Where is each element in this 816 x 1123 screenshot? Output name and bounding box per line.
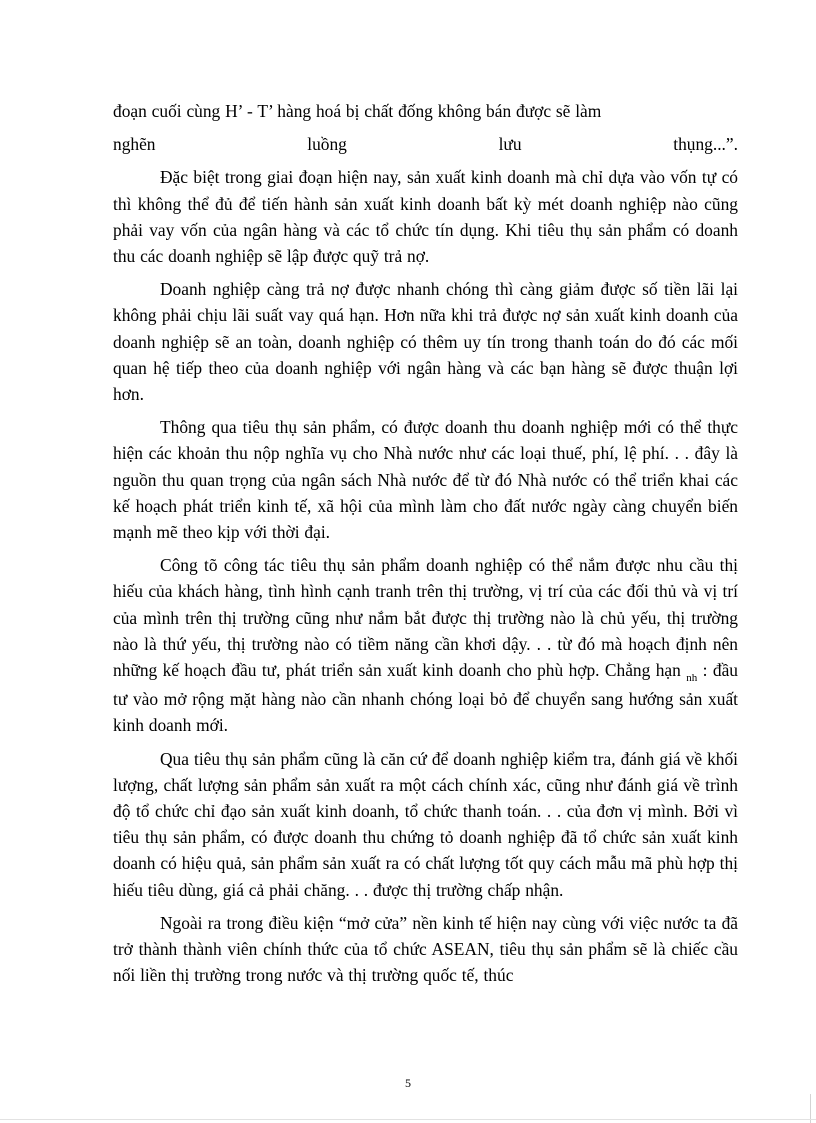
page-number: 5 (405, 1076, 411, 1090)
document-body (113, 98, 738, 996)
word: thụng...”. (673, 134, 738, 155)
page-bottom-divider (0, 1119, 816, 1120)
continuation-line-1: đoạn cuối cùng H’ - T’ hàng hoá bị chất đống không bán được sẽ làm (113, 101, 602, 121)
paragraph-market-demand: Công tõ công tác tiêu thụ sản phẩm doanh nghiệp có thể nắm được nhu cầu thị hiếu của khách hàng, tình hình cạnh tranh trên thị trường, vị trí của các đối thủ và vị trí của mình trên thị trường cũng như nắm bắt được thị trường nào là chủ yếu, thị trường nào là thứ yếu, thị trường nào có tiềm năng cần khơi dậy. . . từ đó mà hoạch định nên những kế hoạch đầu tư, phát triển sản xuất kinh doanh cho phù hợp. Chẳng hạn $_{nh}$ : đầu tư vào mở rộng mặt hàng nào cần nhanh chóng loại bỏ để chuyển sang hướng sản xuất kinh doanh mới. (113, 555, 738, 736)
paragraph-debt-repayment: Đặc biệt trong giai đoạn hiện nay, sản xuất kinh doanh mà chỉ dựa vào vốn tự có thì không thể đủ để tiến hành sản xuất kinh doanh bất kỳ mét doanh nghiệp nào cũng phải vay vốn của ngân hàng và các tổ chức tín dụng. Khi tiêu thụ sản phẩm có doanh thu các doanh nghiệp sẽ lập được quỹ trả nợ. (113, 167, 738, 267)
word: nghẽn (113, 134, 156, 155)
paragraph-state-budget: Thông qua tiêu thụ sản phẩm, có được doanh thu doanh nghiệp mới có thể thực hiện các khoản thu nộp nghĩa vụ cho Nhà nước như các loại thuế, phí, lệ phí. . . đây là nguồn thu quan trọng của ngân sách Nhà nước để từ đó Nhà nước có thể triển khai các kế hoạch phát triển kinh tế, xã hội của mình làm cho đất nước ngày càng chuyển biến mạnh mẽ theo kịp với thời đại. (113, 417, 738, 543)
paragraph-continuation (113, 98, 738, 124)
continuation-line-2 (113, 131, 738, 157)
paragraph-evaluation: Qua tiêu thụ sản phẩm cũng là căn cứ để doanh nghiệp kiểm tra, đánh giá về khối lượng, chất lượng sản phẩm sản xuất ra một cách chính xác, cũng như đánh giá về trình độ tổ chức chỉ đạo sản xuất kinh doanh, tổ chức thanh toán. . . của đơn vị mình. Bởi vì tiêu thụ sản phẩm, có được doanh thu chứng tỏ doanh nghiệp đã tổ chức sản xuất kinh doanh có hiệu quả, sản phẩm sản xuất ra có chất lượng tốt quy cách mẫu mã phù hợp thị hiếu tiêu dùng, giá cả phải chăng. . . được thị trường chấp nhận. (113, 748, 738, 900)
subscript-text: nh (686, 672, 698, 685)
paragraph-interest: Doanh nghiệp càng trả nợ được nhanh chóng thì càng giảm được số tiền lãi lại không phải chịu lãi suất vay quá hạn. Hơn nữa khi trả được nợ sản xuất kinh doanh của doanh nghiệp sẽ an toàn, doanh nghiệp có thêm uy tín trong thanh toán do đó các mối quan hệ tiếp theo của doanh nghiệp với ngân hàng và các bạn hàng sẽ được thuận lợi hơn. (113, 279, 738, 405)
word: lưu (498, 134, 522, 155)
word: luồng (307, 134, 347, 155)
paragraph-asean: Ngoài ra trong điều kiện “mở cửa” nền kinh tế hiện nay cùng với việc nước ta đã trở thành thành viên chính thức của tổ chức ASEAN, tiêu thụ sản phẩm sẽ là chiếc cầu nối liền thị trường trong nước và thị trường quốc tế, thúc (113, 912, 738, 986)
